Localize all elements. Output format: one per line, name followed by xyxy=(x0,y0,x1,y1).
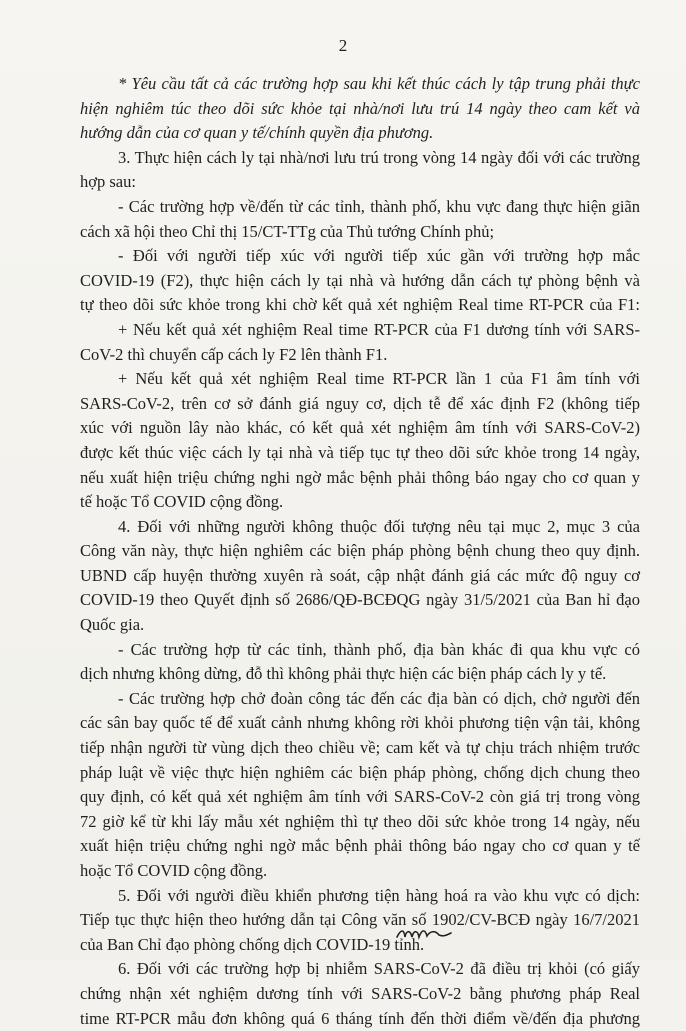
initials-signature xyxy=(395,915,455,945)
text-line: hợp sau: xyxy=(80,172,136,192)
text-line: - Các trường hợp về/đến từ các tỉnh, thành phố, khu vực đang thực hiện giãn xyxy=(118,196,640,216)
text-line: 4. Đối với những người không thuộc đối tượng nêu tại mục 2, mục 3 của xyxy=(118,516,640,536)
text-line: - Các trường hợp chở đoàn công tác đến các địa bàn có dịch, chở người đến xyxy=(118,688,640,708)
text-line: - Đối với người tiếp xúc với người tiếp xúc gần với trường hợp mắc xyxy=(118,246,640,266)
text-line: được kết thúc việc cách ly tại nhà và tiếp tục tự theo dõi sức khỏe trong 14 ngày, xyxy=(80,442,640,462)
page-number: 2 xyxy=(338,36,348,55)
text-line: time RT-PCR mẫu đơn không quá 6 tháng tính đến thời điểm về/đến địa phương xyxy=(80,1008,640,1028)
text-line: 3. Thực hiện cách ly tại nhà/nơi lưu trú trong vòng 14 ngày đối với các trường xyxy=(118,147,640,167)
text-line: dịch nhưng không dừng, đỗ thì không phải thực hiện các biện pháp cách ly y tế. xyxy=(80,664,607,684)
text-line: hướng dẫn của cơ quan y tế/chính quyền địa phương. xyxy=(80,123,434,143)
text-line: + Nếu kết quả xét nghiệm Real time RT-PCR lần 1 của F1 âm tính với xyxy=(118,369,640,389)
text-line: hiện nghiêm túc theo dõi sức khỏe tại nhà/nơi lưu trú 14 ngày theo cam kết và xyxy=(80,98,640,118)
text-line: COVID-19 theo Quyết định số 2686/QĐ-BCĐQG ngày 31/5/2021 của Ban hỉ đạo xyxy=(80,590,640,610)
text-line: 6. Đối với các trường hợp bị nhiễm SARS-CoV-2 đã điều trị khỏi (có giấy xyxy=(118,959,640,979)
text-line: quy định, có kết quả xét nghiệm âm tính với SARS-CoV-2 còn giá trị trong vòng xyxy=(80,787,640,807)
text-line: 5. Đối với người điều khiển phương tiện hàng hoá ra vào khu vực có dịch: xyxy=(118,885,640,905)
text-line: của Ban Chỉ đạo phòng chống dịch COVID-19 tỉnh. xyxy=(80,934,425,954)
text-line: xúc với nguồn lây nào khác, có kết quả xét nghiệm âm tính với SARS-CoV-2) xyxy=(80,418,640,438)
text-line: Tiếp tục thực hiện theo hướng dẫn tại Công văn số 1902/CV-BCĐ ngày 16/7/2021 xyxy=(80,910,640,930)
text-line: Quốc gia. xyxy=(80,615,145,635)
text-line: hoặc Tổ COVID cộng đồng. xyxy=(80,861,268,880)
text-line: + Nếu kết quả xét nghiệm Real time RT-PCR của F1 dương tính với SARS- xyxy=(118,319,640,339)
text-line: xuất hiện triệu chứng nghi ngờ mắc bệnh phải thông báo ngay cho cơ quan y tế xyxy=(80,836,640,856)
document-body xyxy=(80,72,640,1031)
text-line: pháp luật về việc thực hiện nghiêm các biện pháp phòng, chống dịch chung theo xyxy=(80,762,640,782)
text-line: cách xã hội theo Chỉ thị 15/CT-TTg của Thủ tướng Chính phủ; xyxy=(80,221,495,241)
text-line: UBND cấp huyện thường xuyên rà soát, cập nhật đánh giá các mức độ nguy cơ xyxy=(80,565,640,585)
text-line: các sân bay quốc tế để xuất cảnh nhưng không rời khỏi phương tiện vận tải, không xyxy=(80,713,640,733)
text-line: Công văn này, thực hiện nghiêm các biện pháp phòng bệnh chung theo quy định. xyxy=(80,541,640,561)
text-line: tế hoặc Tổ COVID cộng đồng. xyxy=(80,492,284,512)
text-line: SARS-CoV-2, trên cơ sở đánh giá nguy cơ, dịch tễ để xác định F2 (không tiếp xyxy=(80,393,640,413)
text-line: chứng nhận xét nghiệm dương tính với SARS-CoV-2 bằng phương pháp Real xyxy=(80,983,640,1003)
text-line: COVID-19 (F2), thực hiện cách ly tại nhà và hướng dẫn cách tự phòng bệnh và xyxy=(80,270,640,290)
text-line: 72 giờ kể từ khi lấy mẫu xét nghiệm thì tự theo dõi sức khỏe trong 14 ngày, nếu xyxy=(80,811,640,831)
text-line: * Yêu cầu tất cả các trường hợp sau khi kết thúc cách ly tập trung phải thực xyxy=(118,74,640,93)
text-line: tiếp nhận người từ vùng dịch theo chiều về; cam kết và tự chịu trách nhiệm trước xyxy=(80,738,640,758)
text-line: tự theo dõi sức khỏe trong khi chờ kết quả xét nghiệm Real time RT-PCR của F1: xyxy=(80,295,640,315)
text-line: CoV-2 thì chuyển cấp cách ly F2 lên thành F1. xyxy=(80,344,388,364)
text-line: - Các trường hợp từ các tỉnh, thành phố, địa bàn khác đi qua khu vực có xyxy=(118,639,640,659)
text-line: nếu xuất hiện triệu chứng nghi ngờ mắc bệnh phải thông báo ngay cho cơ quan y xyxy=(80,467,640,487)
